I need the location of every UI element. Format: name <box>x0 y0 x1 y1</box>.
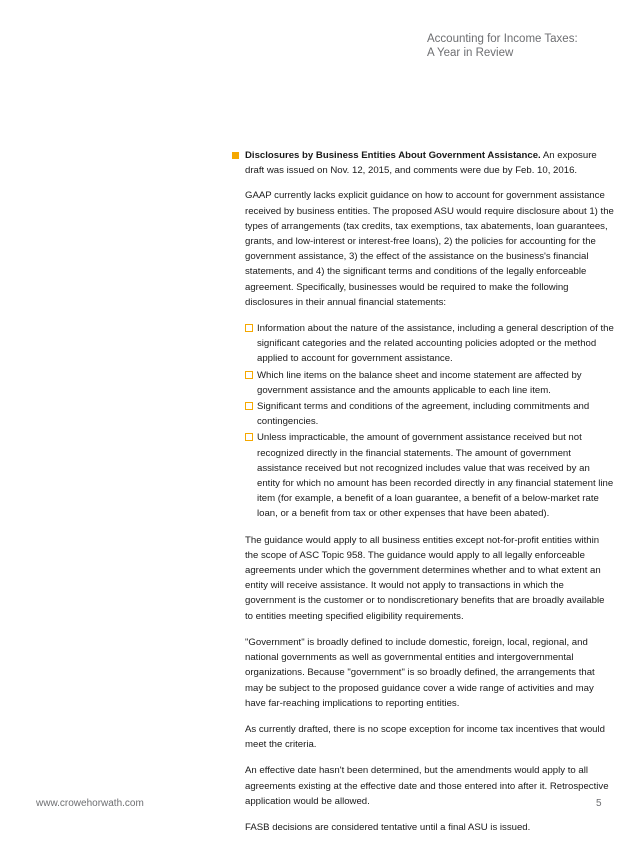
header-title-line1: Accounting for Income Taxes: <box>427 33 578 45</box>
running-header <box>427 32 627 60</box>
paragraph-government-definition: "Government" is broadly defined to include domestic, foreign, local, regional, and national governments as well as governmental entities and intergovernmental organizations. Because "government" is so broadly defined, the arrangements that may be subject to the proposed guidance cover a wide range of activities and may have far-reaching implications to reporting entities. <box>245 636 595 709</box>
list-item <box>245 399 615 429</box>
hollow-square-bullet-icon <box>245 433 253 441</box>
page-number: 5 <box>596 798 602 809</box>
section-lead <box>245 148 615 178</box>
list-item-text: Which line items on the balance sheet and income statement are affected by government assistance and the amounts applicable to each line item. <box>257 369 582 396</box>
list-item <box>245 368 615 398</box>
list-item-text: Unless impracticable, the amount of government assistance received but not recognized directly in the financial statements. The amount of government assistance received but not recognized includes value that was received by an entity for which no amount has been recorded directly in any financial statement line item (for example, a benefit of a loan guarantee, a benefit of a below-market rate loan, or a benefit from tax or other expenses that have been abated). <box>257 432 614 520</box>
section-title: Disclosures by Business Entities About Government Assistance. <box>245 150 541 161</box>
list-item-text: Information about the nature of the assistance, including a general description of the significant categories and the related accounting policies adopted or the method applied to account for government assistance. <box>257 323 614 365</box>
paragraph-effective-date: An effective date hasn't been determined, but the amendments would apply to all agreements existing at the effective date and those entered into after it. Retrospective application would be allowed. <box>245 765 609 807</box>
paragraph-scope: The guidance would apply to all business entities except not-for-profit entities within the scope of ASC Topic 958. The guidance would apply to all legally enforceable agreements under which the government determines whether and to what extent an entity will receive assistance. It would not apply to transactions in which the government is the customer or to nondiscretionary benefits that are broadly available to entities meeting specified eligibility requirements. <box>245 534 605 622</box>
hollow-square-bullet-icon <box>245 324 253 332</box>
header-title-line2: A Year in Review <box>427 47 514 59</box>
list-item-text: Significant terms and conditions of the agreement, including commitments and contingencies. <box>257 401 590 428</box>
paragraph-gaap-guidance: GAAP currently lacks explicit guidance on how to account for government assistance received by business entities. The proposed ASU would require disclosure about 1) the types of arrangements (tax credits, tax exemptions, tax abatements, loan guarantees, grants, and low-interest or interest-free loans), 2) the policies for accounting for the government assistance, 3) the effect of the assistance on the business's financial statements, and 4) the significant terms and conditions of the legally enforceable agreement. Specifically, businesses would be required to make the following disclosures in their annual financial statements: <box>245 190 614 308</box>
paragraph-tax-incentives: As currently drafted, there is no scope exception for income tax incentives that would meet the criteria. <box>245 723 605 751</box>
list-item <box>245 321 615 367</box>
main-content <box>245 148 615 846</box>
disclosure-list <box>245 321 615 522</box>
list-item <box>245 430 615 521</box>
section-intro: An exposure draft was issued on Nov. 12, 2015, and comments were due by Feb. 10, 2016. <box>245 150 597 177</box>
footer-url: www.crowehorwath.com <box>36 798 144 809</box>
hollow-square-bullet-icon <box>245 402 253 410</box>
hollow-square-bullet-icon <box>245 371 253 379</box>
orange-square-bullet-icon <box>232 152 239 159</box>
paragraph-fasb-tentative: FASB decisions are considered tentative until a final ASU is issued. <box>245 821 531 833</box>
